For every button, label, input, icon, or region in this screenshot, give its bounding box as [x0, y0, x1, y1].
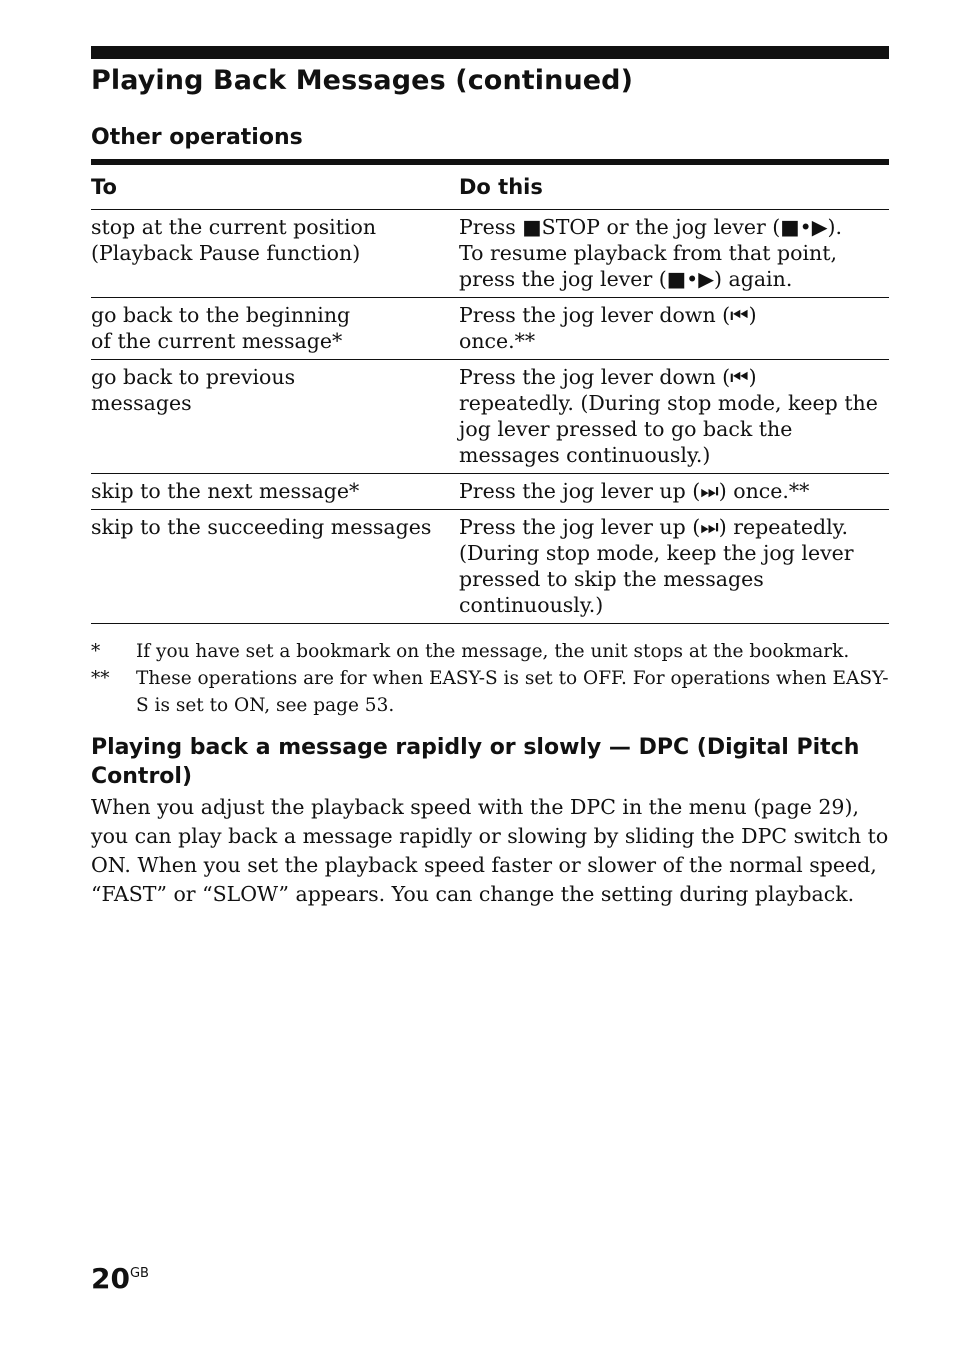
page-title: Playing Back Messages (continued) — [91, 65, 634, 96]
table-row — [91, 298, 889, 360]
dpc-body: When you adjust the playback speed with the DPC in the menu (page 29), you can play back a message rapidly or slowing by sliding the DPC switch to ON. When you set the playback speed faster or slower of the normal speed, “FAST” or “SLOW” appears. You can change the setting during playback. — [91, 795, 889, 906]
page-number — [91, 1262, 149, 1295]
cell-to: stop at the current position (Playback Pause function) — [91, 210, 459, 298]
table-header-row — [91, 165, 889, 210]
header-rule — [91, 46, 889, 59]
table-row — [91, 474, 889, 510]
footnote — [91, 665, 889, 719]
footnote-mark: * — [91, 641, 101, 662]
cell-do: Press the jog lever down (⏮) repeatedly. (During stop mode, keep the jog lever pressed to go back the messages continuously.) — [459, 360, 889, 474]
cell-to: go back to the beginning of the current message* — [91, 298, 459, 360]
operations-table — [91, 165, 889, 624]
header-to: To — [91, 165, 459, 210]
page-number-value: 20 — [91, 1262, 130, 1295]
cell-do: Press ■STOP or the jog lever (■•▶). To resume playback from that point, press the jog lever (■•▶) again. — [459, 210, 889, 298]
table-row — [91, 210, 889, 298]
page-number-suffix: GB — [129, 1266, 149, 1281]
header-do-this: Do this — [459, 165, 889, 210]
dpc-heading: Playing back a message rapidly or slowly — DPC (Digital Pitch Control) — [91, 735, 860, 789]
footnote-mark: ** — [91, 668, 110, 689]
cell-to: skip to the next message* — [91, 474, 459, 510]
table-row — [91, 510, 889, 624]
cell-to: go back to previous messages — [91, 360, 459, 474]
section-subtitle: Other operations — [91, 125, 303, 150]
footnote — [91, 638, 889, 665]
footnotes — [91, 638, 889, 719]
footnote-text: If you have set a bookmark on the message, the unit stops at the bookmark. — [136, 641, 850, 662]
cell-do: Press the jog lever up (⏭) once.** — [459, 474, 889, 510]
cell-do: Press the jog lever up (⏭) repeatedly. (During stop mode, keep the jog lever pressed to skip the messages continuously.) — [459, 510, 889, 624]
footnote-text: These operations are for when EASY-S is set to OFF. For operations when EASY-S is set to ON, see page 53. — [136, 668, 889, 716]
cell-do: Press the jog lever down (⏮) once.** — [459, 298, 889, 360]
cell-to: skip to the succeeding messages — [91, 510, 459, 624]
table-row — [91, 360, 889, 474]
page — [91, 46, 889, 909]
